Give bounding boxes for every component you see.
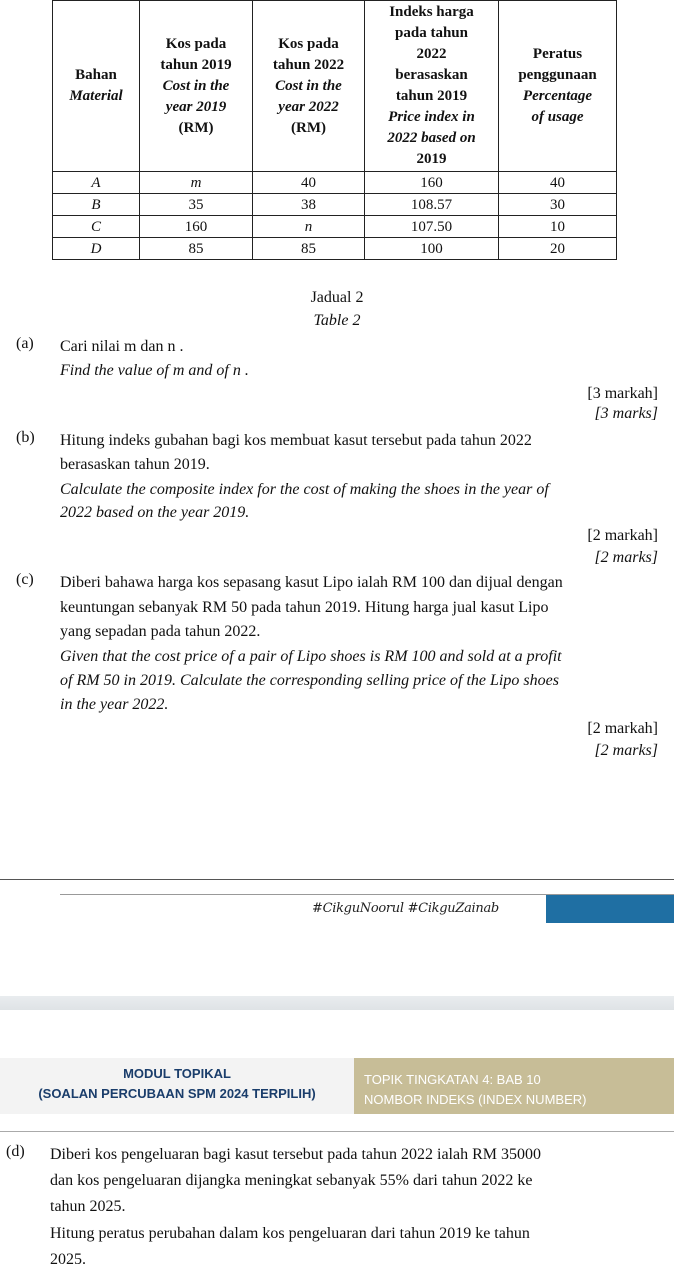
table-cell: 108.57: [365, 194, 499, 216]
question-c-text-ms-1: Diberi bahawa harga kos sepasang kasut Lipo ialah RM 100 dan dijual dengan: [60, 574, 563, 591]
page-break-band: [0, 996, 674, 1010]
question-b-text-en-1: Calculate the composite index for the cost of making the shoes in the year of: [60, 481, 549, 498]
table-row: [53, 238, 617, 260]
question-a-text-en: Find the value of m and of n .: [60, 362, 249, 379]
table-cell: D: [53, 238, 140, 260]
table-cell: 30: [499, 194, 617, 216]
question-b-marks-en: [2 marks]: [594, 549, 658, 566]
question-c-label: (c): [16, 571, 34, 588]
question-c-text-en-2: of RM 50 in 2019. Calculate the corresponding selling price of the Lipo shoes: [60, 672, 559, 689]
table-row: [53, 216, 617, 238]
question-a-label: (a): [16, 335, 34, 352]
table-cell: 107.50: [365, 216, 499, 238]
table-cell: 20: [499, 238, 617, 260]
table-cell: 85: [140, 238, 253, 260]
question-c-text-ms-3: yang sepadan pada tahun 2022.: [60, 623, 261, 640]
table-cell: C: [53, 216, 140, 238]
table-cell: A: [53, 172, 140, 194]
table-cell: 40: [499, 172, 617, 194]
question-d-text-ms-3: tahun 2025.: [50, 1198, 126, 1215]
table-caption-en: Table 2: [313, 312, 361, 329]
module-banner-title: MODUL TOPIKAL: [123, 1066, 231, 1081]
table-cell: 40: [253, 172, 365, 194]
question-b-text-ms-2: berasaskan tahun 2019.: [60, 456, 210, 473]
question-b-marks-ms: [2 markah]: [587, 527, 658, 544]
topic-banner-topic: NOMBOR INDEKS (INDEX NUMBER): [364, 1092, 587, 1107]
table-cell: m: [140, 172, 253, 194]
hashtag-signature: #CikguNoorul #CikguZainab: [312, 901, 499, 916]
table-cell: 100: [365, 238, 499, 260]
table-row: [53, 172, 617, 194]
table-caption-ms: Jadual 2: [310, 289, 364, 306]
question-a-marks-en: [3 marks]: [594, 405, 658, 422]
question-b-label: (b): [16, 429, 35, 446]
question-b-text-ms-1: Hitung indeks gubahan bagi kos membuat kasut tersebut pada tahun 2022: [60, 432, 532, 449]
footer-divider: [0, 879, 674, 880]
table-header-row: [53, 1, 617, 172]
table-cell: 10: [499, 216, 617, 238]
header-cost-2019: Kos pada tahun 2019 Cost in the year 2019 (RM): [140, 1, 253, 172]
header-cost-2022: Kos pada tahun 2022 Cost in the year 2022 (RM): [253, 1, 365, 172]
question-b-text-en-2: 2022 based on the year 2019.: [60, 504, 250, 521]
table-cell: 85: [253, 238, 365, 260]
table-cell: B: [53, 194, 140, 216]
module-banner-subtitle: (SOALAN PERCUBAAN SPM 2024 TERPILIH): [38, 1086, 316, 1101]
question-a-text-ms: Cari nilai m dan n .: [60, 338, 184, 355]
question-c-text-ms-2: keuntungan sebanyak RM 50 pada tahun 2019. Hitung harga jual kasut Lipo: [60, 599, 549, 616]
table-cell: 160: [140, 216, 253, 238]
header-price-index: Indeks harga pada tahun 2022 berasaskan tahun 2019 Price index in 2022 based on 2019: [365, 1, 499, 172]
header-material: Bahan Material: [53, 1, 140, 172]
question-d-text-ms-1: Diberi kos pengeluaran bagi kasut tersebut pada tahun 2022 ialah RM 35000: [50, 1146, 541, 1163]
table-cell: 38: [253, 194, 365, 216]
question-c-marks-ms: [2 markah]: [587, 720, 658, 737]
question-d-text-ms-5: 2025.: [50, 1251, 86, 1268]
question-c-text-en-1: Given that the cost price of a pair of Lipo shoes is RM 100 and sold at a profit: [60, 648, 562, 665]
module-banner: [0, 1058, 354, 1114]
topic-banner-chapter: TOPIK TINGKATAN 4: BAB 10: [364, 1072, 541, 1087]
question-a-marks-ms: [3 markah]: [587, 385, 658, 402]
table-cell: n: [253, 216, 365, 238]
topic-banner: [354, 1058, 674, 1114]
table-cell: 160: [365, 172, 499, 194]
question-c-text-en-3: in the year 2022.: [60, 696, 169, 713]
accent-bar: [546, 895, 674, 923]
header-percentage-usage: Peratus penggunaan Percentage of usage: [499, 1, 617, 172]
data-table: [52, 0, 617, 260]
question-d-text-ms-2: dan kos pengeluaran dijangka meningkat sebanyak 55% dari tahun 2022 ke: [50, 1172, 533, 1189]
question-d-label: (d): [6, 1143, 25, 1160]
question-d-text-ms-4: Hitung peratus perubahan dalam kos pengeluaran dari tahun 2019 ke tahun: [50, 1225, 530, 1242]
banner-divider: [0, 1131, 674, 1132]
question-c-marks-en: [2 marks]: [594, 742, 658, 759]
table-cell: 35: [140, 194, 253, 216]
table-row: [53, 194, 617, 216]
